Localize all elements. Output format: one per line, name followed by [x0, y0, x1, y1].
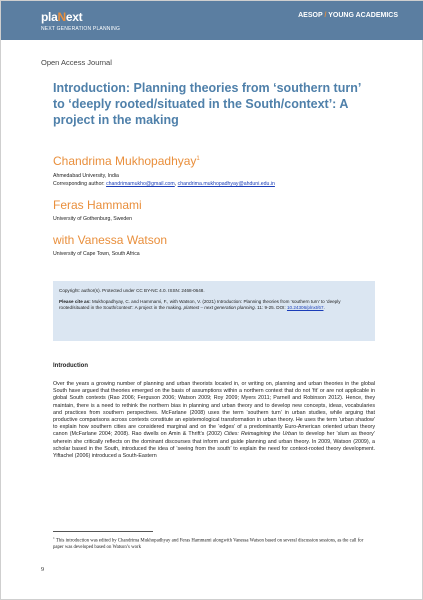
author-name: Feras Hammami	[53, 198, 142, 212]
footnote-divider	[53, 531, 153, 532]
author-affiliation: University of Gothenburg, Sweden	[53, 216, 133, 222]
cite-as-text: Please cite as: Mukhopadhyay, C. and Hammami, F., with Watson, V. (2021) Introduction: Planning theories from ‘southern turn’ to ‘deeply rooted/situated in the South/context’: A project in the making. plaNext – next generation planning. 11: 9-25. DOI: 10.24306/plnxt/67.	[59, 299, 341, 310]
author-name: with Vanessa Watson	[53, 233, 168, 247]
journal-header-bar	[1, 1, 423, 40]
journal-type-label: Open Access Journal	[41, 58, 112, 67]
footnote: $^1$ This introduction was edited by Chandrima Mukhopadhyay and Feras Hammami alongwith Vanessa Watson based on several discussion sessions, as the call for paper was developed based on Watson’s work	[53, 536, 364, 550]
author-name: Chandrima Mukhopadhyay$^1$	[53, 154, 200, 168]
planext-logo: plaNext	[41, 10, 83, 24]
aesop-label: AESOP / YOUNG ACADEMICS	[298, 12, 398, 19]
copyright-text: Copyright: author(s). Protected under CC BY-NC 4.0. ISSN: 2468-0648.	[59, 288, 205, 293]
author-affiliation: Ahmedabad University, India	[53, 173, 119, 179]
corresponding-author: Corresponding author: chandrimamukho@gmail.com, chandrima.mukhopadhyay@ahduni.edu.in	[53, 181, 275, 187]
email-link[interactable]: chandrimamukho@gmail.com	[106, 181, 175, 187]
doi-link[interactable]: 10.24306/plnxt/67	[286, 305, 324, 310]
section-heading: Introduction	[53, 363, 88, 369]
email-link[interactable]: chandrima.mukhopadhyay@ahduni.edu.in	[177, 181, 275, 187]
paper-title: Introduction: Planning theories from ‘southern turn’ to ‘deeply rooted/situated in the South/context’: A project in the making	[53, 81, 361, 127]
author-affiliation: University of Cape Town, South Africa	[53, 251, 140, 257]
page-number: 9	[41, 567, 44, 573]
logo-subtitle: NEXT GENERATION PLANNING	[41, 26, 121, 32]
body-paragraph: Over the years a growing number of planning and urban theorists located in, or writing on, planning and urban theories in the global South have argued that theories emerged on the basis of assumptions within a northern context that do not ‘fit’ or are not applicable in global South contexts (Rao 2006; Ferguson 2006; Watson 2009; Roy 2009; Myers 2011; Parnell and Robinson 2012). Hence, they maintain, there is a need to rethink the northern bias in planning and urban theory and to develop new concepts, ideas, vocabularies and practices from southern perspectives. McFarlane (2008) uses the term ‘southern turn’ in urban studies, while arguing that productive comparisons across contexts constitute an epistemological transformation in urban theory. He uses the term ‘urban shadow’ to explain how southern cities are considered marginal and on the ‘edges’ of a predominantly Euro-American oriented urban theory canon (McFarlane 2004; 2008). Rao dwells on Amin & Thrift’s (2002) Cities: Reimagining the Urban to develop her ‘slum as theory’ wherein she critically reflects on the dominant discourses that inform and guide planning and urban theory. In 2009, Watson (2009), a scholar based in the South, introduced the idea of ‘seeing from the south’ to explain the need for context-rooted theory development. Yiftachel (2006) introduced a South-Eastern	[53, 381, 375, 460]
citation-box	[53, 281, 375, 341]
